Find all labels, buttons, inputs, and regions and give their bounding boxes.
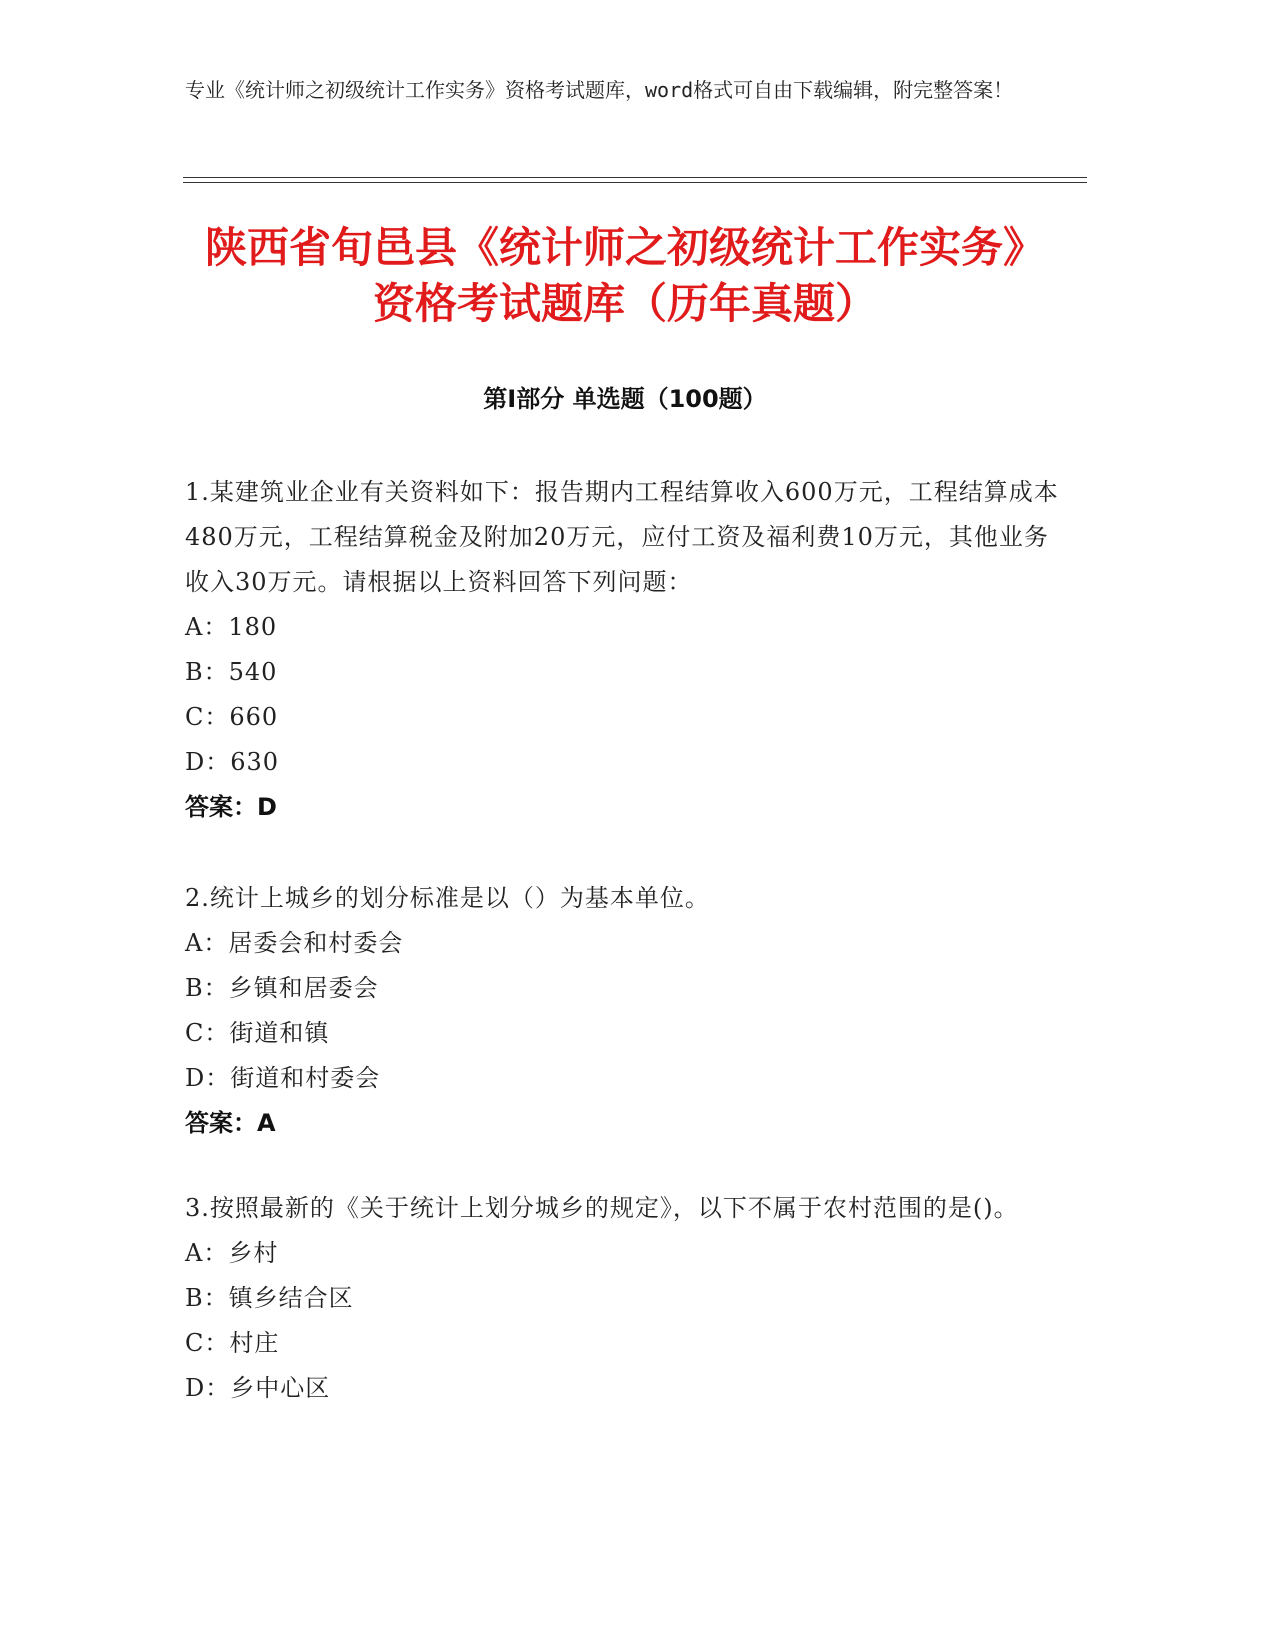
document-title: 陕西省旬邑县《统计师之初级统计工作实务》资格考试题库（历年真题） <box>204 223 1045 328</box>
question-stem: 2.统计上城乡的划分标准是以（）为基本单位。 <box>185 884 710 912</box>
answer: 答案：A <box>185 1109 276 1137</box>
option-b: B：540 <box>185 658 278 686</box>
header-divider-bottom <box>183 182 1087 183</box>
question-1 <box>185 470 1065 830</box>
answer: 答案：D <box>185 793 277 821</box>
option-c: C：村庄 <box>185 1329 280 1357</box>
option-a: A：乡村 <box>185 1239 279 1267</box>
question-3 <box>185 1186 1065 1411</box>
question-2 <box>185 876 1065 1146</box>
option-c: C：660 <box>185 703 279 731</box>
question-stem: 1.某建筑业企业有关资料如下：报告期内工程结算收入600万元，工程结算成本480万元，工程结算税金及附加20万元，应付工资及福利费10万元，其他业务收入30万元。请根据以上资料回答下列问题： <box>185 478 1059 596</box>
option-c: C：街道和镇 <box>185 1019 330 1047</box>
header-note: 专业《统计师之初级统计工作实务》资格考试题库，word格式可自由下载编辑，附完整答案！ <box>185 78 1014 102</box>
option-d: D：630 <box>185 748 280 776</box>
option-d: D：乡中心区 <box>185 1374 331 1402</box>
option-b: B：乡镇和居委会 <box>185 974 379 1002</box>
option-a: A：180 <box>185 613 278 641</box>
option-d: D：街道和村委会 <box>185 1064 381 1092</box>
section-title: 第Ⅰ部分 单选题（100题） <box>483 385 767 413</box>
option-a: A：居委会和村委会 <box>185 929 404 957</box>
option-b: B：镇乡结合区 <box>185 1284 354 1312</box>
question-stem: 3.按照最新的《关于统计上划分城乡的规定》，以下不属于农村范围的是()。 <box>185 1194 1019 1222</box>
header-divider-top <box>183 177 1087 178</box>
